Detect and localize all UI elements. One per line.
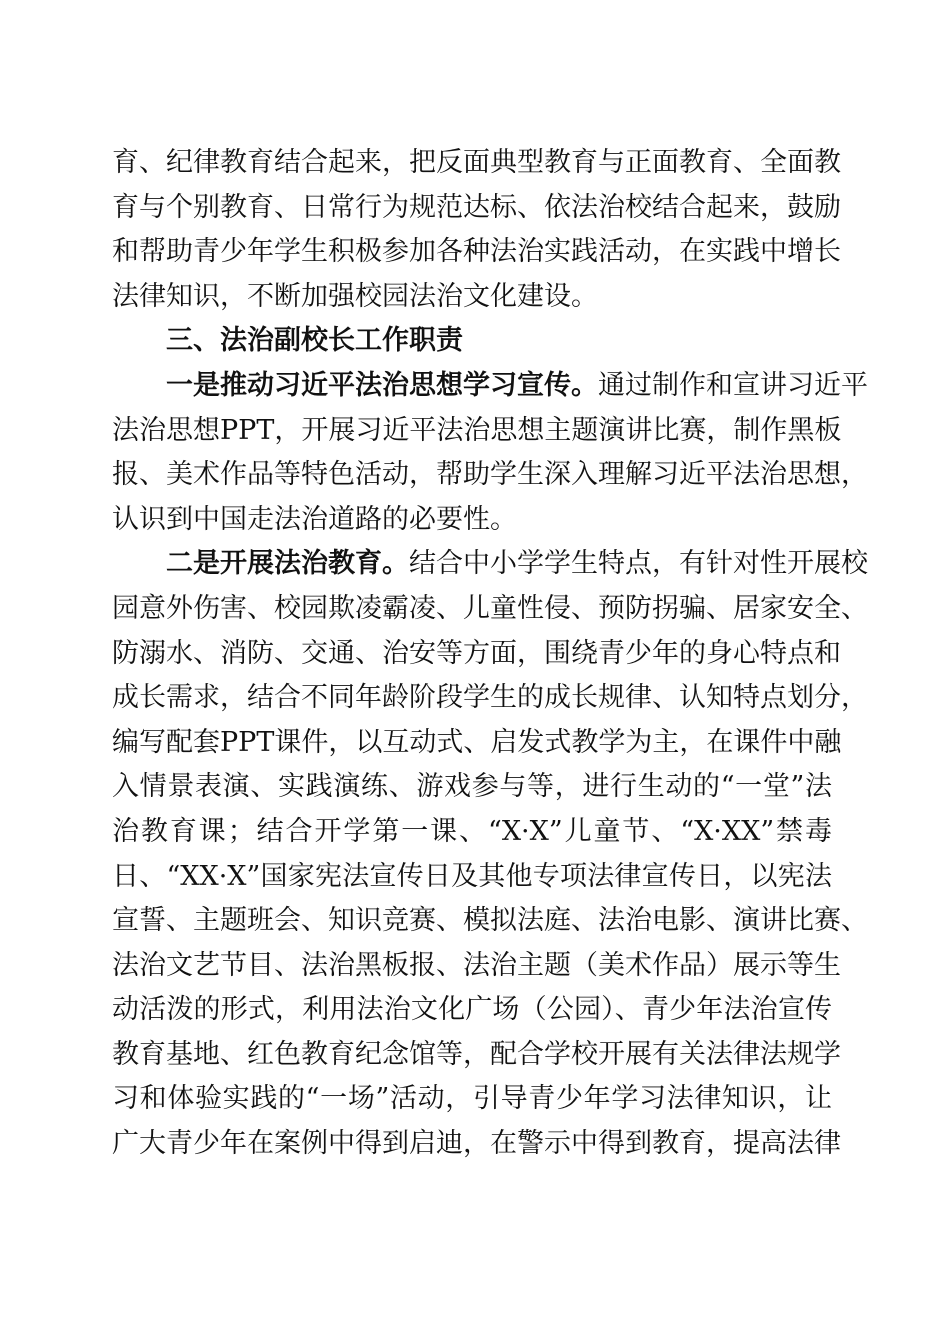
- text-line: [112, 364, 868, 409]
- line-text: 日、“XX·X”国家宪法宣传日及其他专项法律宣传日，以宪法: [112, 860, 832, 892]
- text-line: [112, 676, 868, 721]
- text-line: [112, 988, 832, 1033]
- text-line: [112, 1033, 841, 1078]
- line-text: 法律知识，不断加强校园法治文化建设。: [112, 280, 598, 312]
- line-text: 报、美术作品等特色活动，帮助学生深入理解习近平法治思想，: [112, 459, 868, 491]
- heading-text: 三、法治副校长工作职责: [166, 325, 463, 357]
- text-line: [112, 721, 842, 766]
- line-text: 习和体验实践的“一场”活动，引导青少年学习法律知识，让: [112, 1083, 832, 1115]
- section-heading: [112, 319, 832, 364]
- document-body: [112, 141, 868, 1167]
- line-text: 防溺水、消防、交通、治安等方面，围绕青少年的身心特点和: [112, 637, 841, 669]
- line-text: 育与个别教育、日常行为规范达标、依法治校结合起来，鼓励: [112, 191, 841, 223]
- line-text: 宣誓、主题班会、知识竞赛、模拟法庭、法治电影、演讲比赛、: [112, 905, 868, 937]
- line-text: 广大青少年在案例中得到启迪，在警示中得到教育，提高法律: [112, 1128, 841, 1160]
- line-text: 成长需求，结合不同年龄阶段学生的成长规律、认知特点划分，: [112, 682, 868, 714]
- line-text: 治教育课；结合开学第一课、“X·X”儿童节、“X·XX”禁毒: [112, 815, 832, 847]
- line-text: 法治文艺节目、法治黑板报、法治主题（美术作品）展示等生: [112, 949, 841, 981]
- text-line: [112, 1122, 841, 1167]
- line-text: 编写配套PPT课件，以互动式、启发式教学为主，在课件中融: [112, 726, 842, 758]
- line-text: 动活泼的形式，利用法治文化广场（公园）、青少年法治宣传: [112, 994, 832, 1026]
- text-line: [112, 765, 832, 810]
- line-text: 园意外伤害、校园欺凌霸凌、儿童性侵、预防拐骗、居家安全、: [112, 592, 868, 624]
- text-line: [112, 899, 868, 944]
- text-line: [112, 186, 841, 231]
- text-line: [112, 855, 832, 900]
- line-text: 和帮助青少年学生积极参加各种法治实践活动，在实践中增长: [112, 236, 841, 268]
- paragraph-lead: 一是推动习近平法治思想学习宣传。: [166, 369, 598, 401]
- text-line: [112, 230, 841, 275]
- line-text: 通过制作和宣讲习近平: [598, 369, 868, 401]
- text-line: [112, 141, 841, 186]
- text-line: [112, 542, 868, 587]
- text-line: [112, 632, 841, 677]
- text-line: [112, 587, 868, 632]
- text-line: [112, 453, 868, 498]
- text-line: [112, 810, 832, 855]
- line-text: 入情景表演、实践演练、游戏参与等，进行生动的“一堂”法: [112, 771, 832, 803]
- line-text: 认识到中国走法治道路的必要性。: [112, 503, 517, 535]
- text-line: [112, 498, 832, 543]
- paragraph-lead: 二是开展法治教育。: [166, 548, 409, 580]
- text-line: [112, 409, 842, 454]
- text-line: [112, 275, 832, 320]
- line-text: 教育基地、红色教育纪念馆等，配合学校开展有关法律法规学: [112, 1038, 841, 1070]
- text-line: [112, 944, 841, 989]
- text-line: [112, 1077, 832, 1122]
- line-text: 法治思想PPT，开展习近平法治思想主题演讲比赛，制作黑板: [112, 414, 842, 446]
- line-text: 结合中小学学生特点，有针对性开展校: [409, 548, 868, 580]
- line-text: 育、纪律教育结合起来，把反面典型教育与正面教育、全面教: [112, 147, 841, 178]
